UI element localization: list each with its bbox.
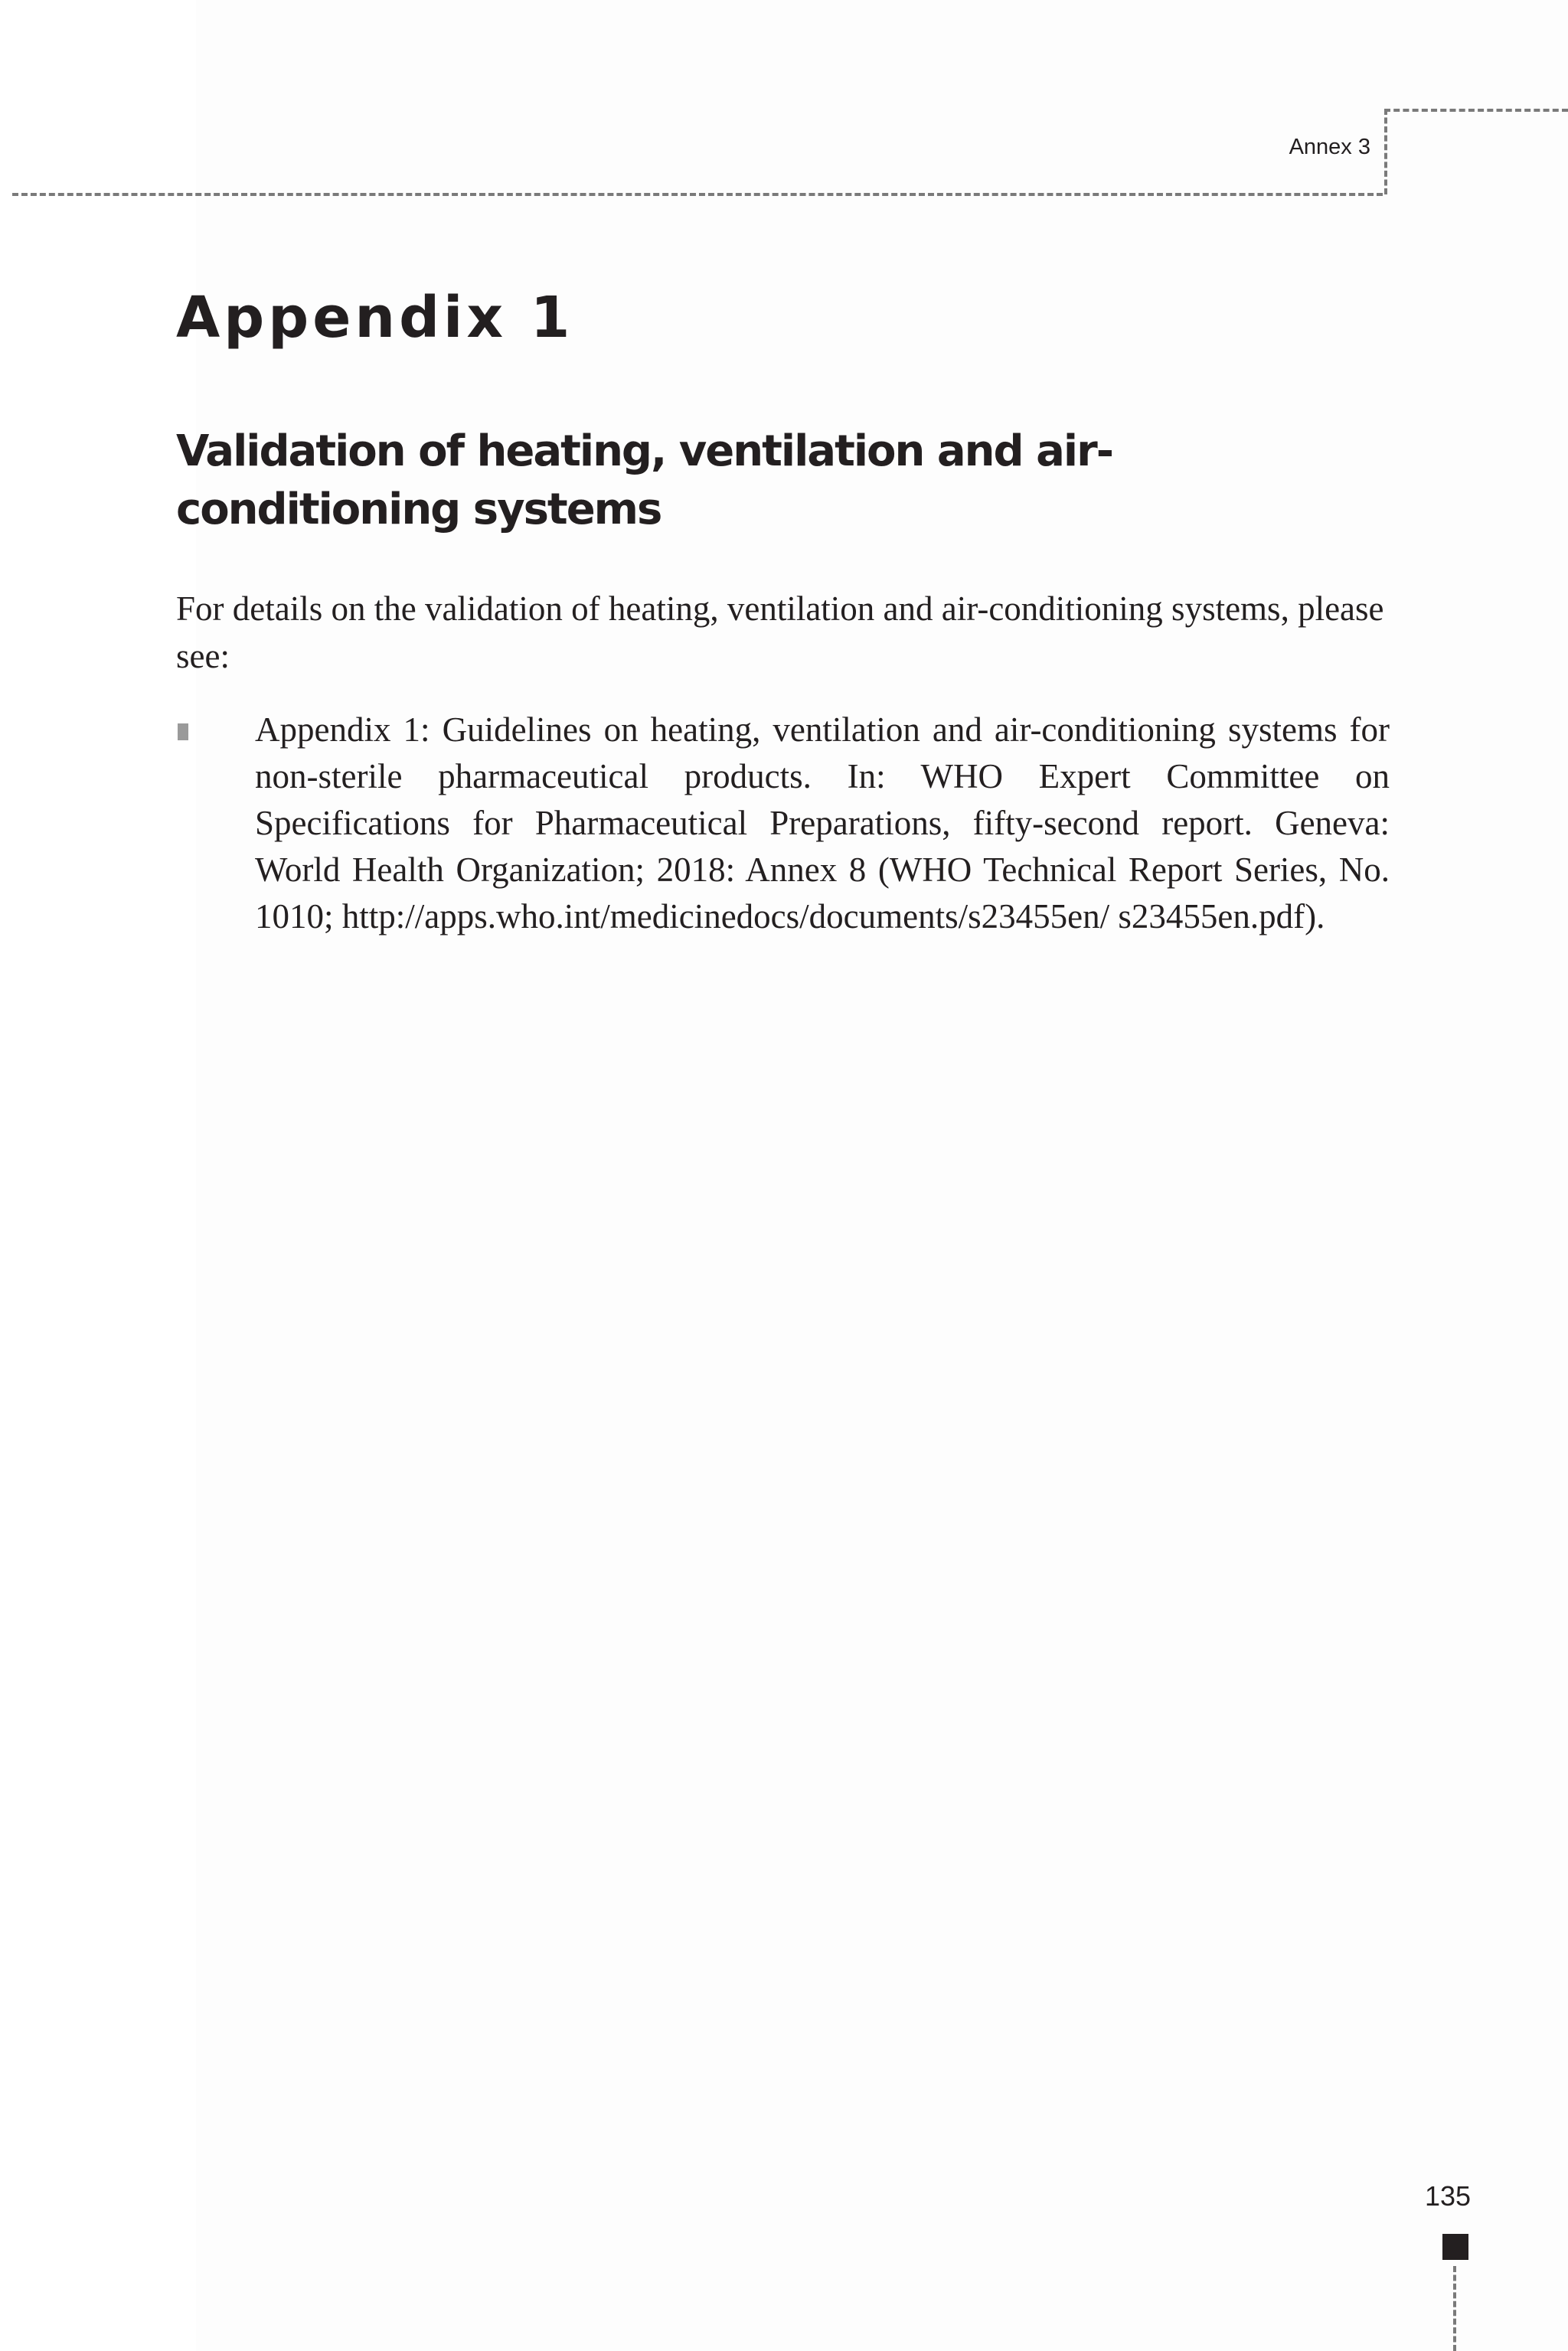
reference-item: Appendix 1: Guidelines on heating, ventilation and air-conditioning systems for non-sterile pharmaceutical products. In: WHO Expert Committee on Specifications for Pharmaceutical Preparations, fifty-second report. Geneva: World Health Organization; 2018: Annex 8 (WHO Technical Report Series, No. 1010; http://apps.who.int/medicinedocs/documents/s23455en/ s23455en.pdf). — [255, 710, 1390, 936]
footer-rule-vertical — [1453, 2266, 1456, 2351]
bullet-icon — [178, 723, 188, 740]
page-background — [196, 0, 1568, 2351]
header-rule-vertical — [1384, 109, 1387, 194]
intro-paragraph: For details on the validation of heating, ventilation and air-conditioning systems, please see: — [176, 589, 1384, 675]
section-title: Validation of heating, ventilation and air-conditioning systems — [176, 426, 1112, 534]
running-head: Annex 3 — [1289, 135, 1370, 159]
page-number: 135 — [1424, 2180, 1472, 2212]
appendix-title: Appendix 1 — [176, 285, 574, 351]
header-rule-top — [1384, 109, 1568, 112]
header-rule — [12, 193, 1383, 196]
page-corner-marker — [1442, 2234, 1468, 2260]
